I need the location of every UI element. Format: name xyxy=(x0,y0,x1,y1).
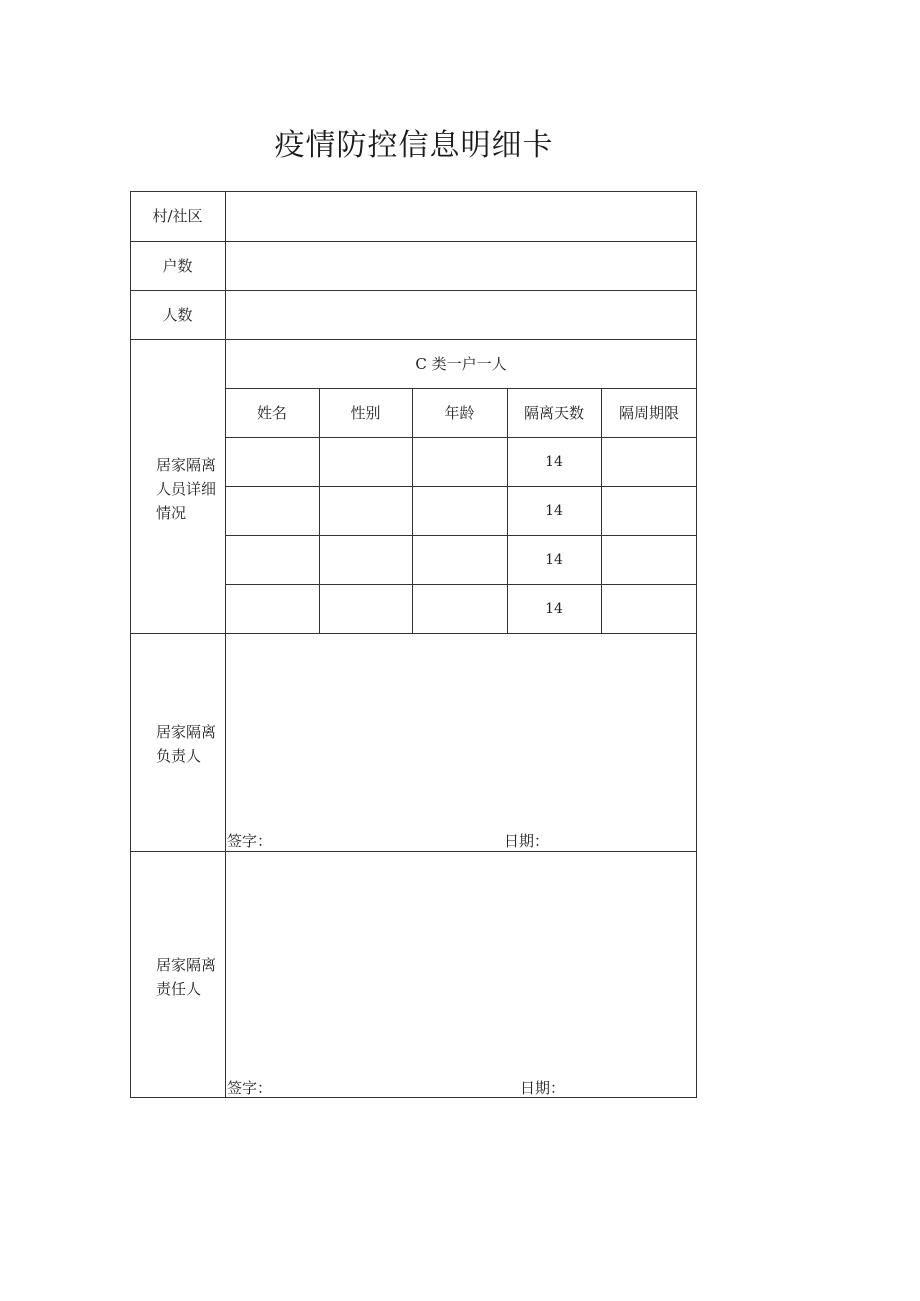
column-header-period: 隔周期限 xyxy=(618,404,679,422)
people-value-cell[interactable] xyxy=(226,291,696,338)
column-header-name: 姓名 xyxy=(256,404,287,422)
table-cell-days: 14 xyxy=(545,454,563,470)
responsible-label xyxy=(156,953,222,1001)
table-cell-days: 14 xyxy=(545,601,563,617)
grid-divider xyxy=(225,388,697,389)
grid-divider xyxy=(225,437,697,438)
category-header: C 类一户一人 xyxy=(415,355,507,373)
people-label: 人数 xyxy=(162,306,193,324)
label-line: 居家隔离 xyxy=(156,956,217,974)
label-line: 居家隔离 xyxy=(156,723,217,741)
supervisor-sign-label: 签字： xyxy=(227,832,273,850)
column-header-gender: 性别 xyxy=(350,404,381,422)
column-header-age: 年龄 xyxy=(444,404,475,422)
label-line: 责任人 xyxy=(156,980,202,998)
households-label: 户数 xyxy=(162,257,193,275)
village-value-cell[interactable] xyxy=(226,192,696,240)
grid-divider xyxy=(225,535,697,536)
label-line: 负责人 xyxy=(156,747,202,765)
responsible-sign-label: 签字： xyxy=(227,1079,273,1097)
isolation-details-label xyxy=(156,453,222,525)
row-divider xyxy=(130,339,697,340)
page-title: 疫情防控信息明细卡 xyxy=(274,128,554,163)
table-cell-days: 14 xyxy=(545,552,563,568)
supervisor-value-area[interactable] xyxy=(226,634,696,830)
grid-divider xyxy=(225,486,697,487)
label-line: 情况 xyxy=(156,504,187,522)
supervisor-date-label: 日期： xyxy=(504,832,550,850)
label-line: 居家隔离 xyxy=(156,456,217,474)
table-cell-days: 14 xyxy=(545,503,563,519)
column-header-days: 隔离天数 xyxy=(523,404,584,422)
responsible-value-area[interactable] xyxy=(226,852,696,1076)
supervisor-label xyxy=(156,720,222,768)
households-value-cell[interactable] xyxy=(226,242,696,289)
grid-divider xyxy=(225,584,697,585)
label-line: 人员详细 xyxy=(156,480,217,498)
village-label: 村/社区 xyxy=(152,207,203,225)
responsible-date-label: 日期： xyxy=(520,1079,566,1097)
